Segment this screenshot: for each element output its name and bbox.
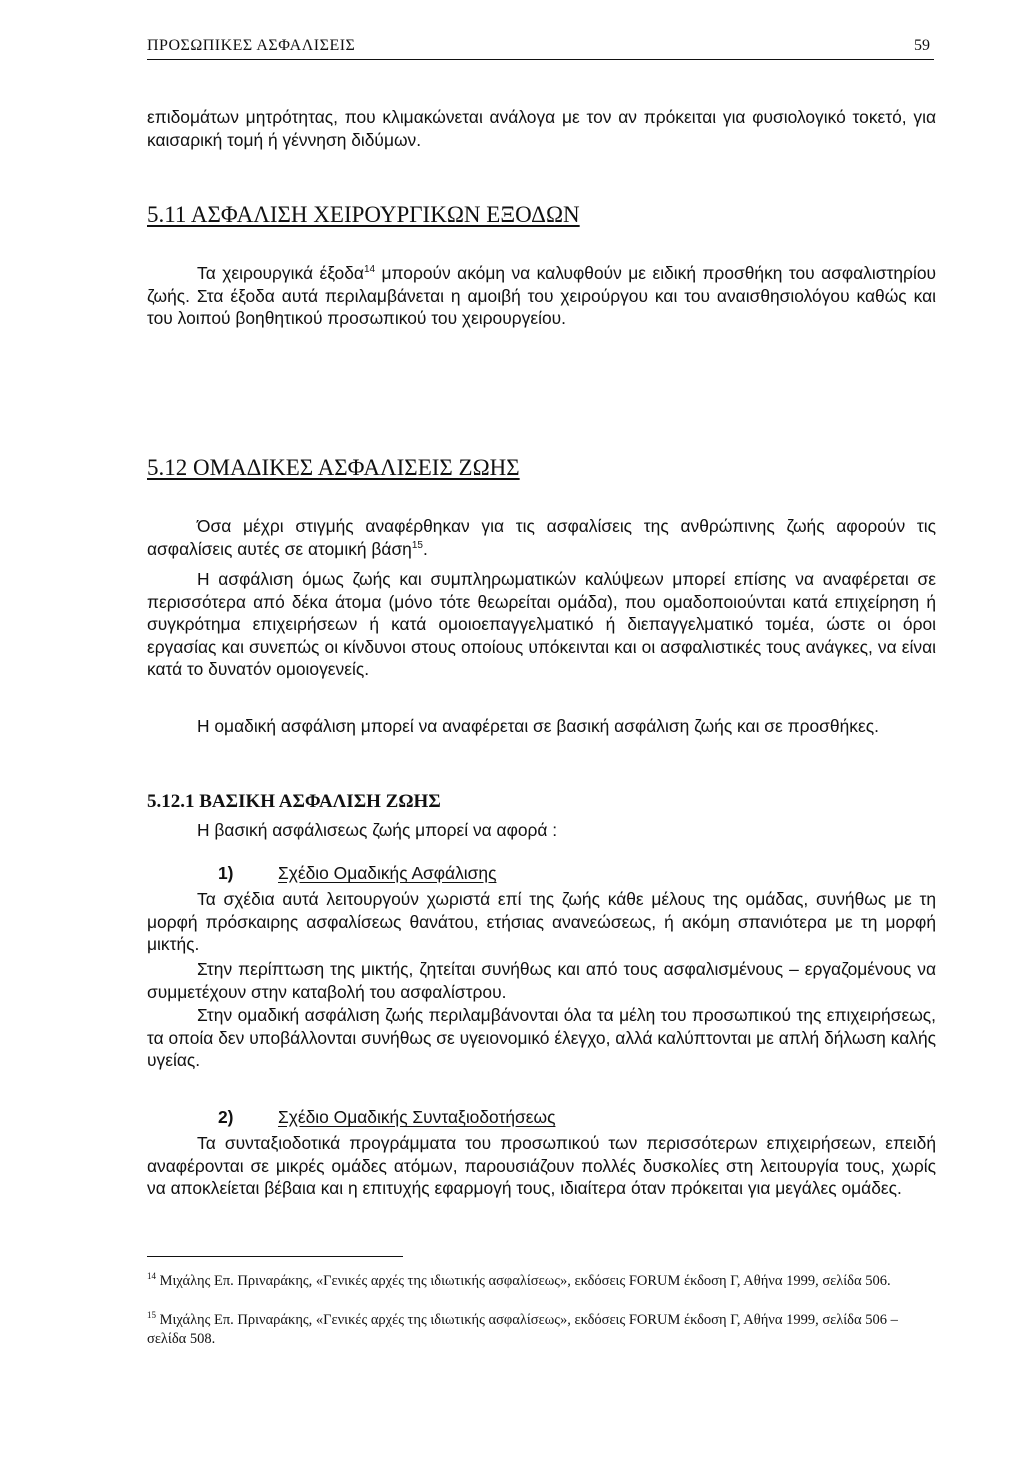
item-1-title-line xyxy=(218,863,496,884)
footnote-14 xyxy=(147,1272,936,1291)
footnote-ref-15: 15 xyxy=(411,539,423,551)
section-5-12-1-intro: Η βασική ασφάλισεως ζωής μπορεί να αφορά : xyxy=(197,820,558,840)
section-5-11-heading: 5.11 ΑΣΦΑΛΙΣΗ ΧΕΙΡΟΥΡΓΙΚΩΝ ΕΞΟΔΩΝ xyxy=(147,202,580,227)
section-5-12-paragraph-1 xyxy=(147,515,936,560)
header-title: ΠΡΟΣΩΠΙΚΕΣ ΑΣΦΑΛΙΣΕΙΣ xyxy=(147,37,356,54)
footnote-number: 15 xyxy=(147,1310,156,1320)
item-1-title: Σχέδιο Ομαδικής Ασφάλισης xyxy=(278,863,497,883)
section-5-12-paragraph-3: Η ομαδική ασφάλιση μπορεί να αναφέρεται σε βασική ασφάλιση ζωής και σε προσθήκες. xyxy=(197,716,879,736)
item-1-paragraph-2: Στην περίπτωση της μικτής, ζητείται συνήθως και από τους ασφαλισμένους – εργαζομένους να συμμετέχουν στην καταβολή του ασφαλίστρου. xyxy=(147,959,936,1002)
item-1-paragraph-3: Στην ομαδική ασφάλιση ζωής περιλαμβάνονται όλα τα μέλη του προσωπικού της επιχειρήσεως, τα οποία δεν υποβάλλονται συνήθως σε υγειονομικό έλεγχο, αλλά καλύπτονται με απλή δήλωση καλής υγείας. xyxy=(147,1005,936,1071)
item-2-title: Σχέδιο Ομαδικής Συνταξιοδοτήσεως xyxy=(278,1107,556,1127)
paragraph-text: . xyxy=(422,538,428,559)
paragraph-text: μπορούν ακόμη να καλυφθούν με ειδική προσθήκη του ασφαλιστηρίου ζωής. Στα έξοδα αυτά περιλαμβάνεται η αμοιβή του χειρούργου και του αναισθησιολόγου καθώς και του λοιπού βοηθητικού προσωπικού του χειρουργείου. xyxy=(147,263,937,329)
item-1-paragraph-1: Τα σχέδια αυτά λειτουργούν χωριστά επί της ζωής κάθε μέλους της ομάδας, συνήθως με τη μορφή πρόσκαιρης ασφαλίσεως θανάτου, ετήσιας ανανεώσεως, ή ακόμη σπανιότερα με τη μορφή μικτής. xyxy=(147,889,936,955)
footnote-number: 14 xyxy=(147,1271,156,1281)
item-2-paragraph-1: Τα συνταξιοδοτικά προγράμματα του προσωπικού των περισσότερων επιχειρήσεων, επειδή αναφέρονται σε μικρές ομάδες ατόμων, παρουσιάζουν πολλές δυσκολίες στη λειτουργία τους, χωρίς να αποκλείεται βέβαια και η επιτυχής εφαρμογή τους, ιδιαίτερα όταν πρόκειται για μεγάλες ομάδες. xyxy=(147,1133,936,1199)
paragraph-text: Τα χειρουργικά έξοδα xyxy=(197,263,364,283)
section-5-12-heading: 5.12 ΟΜΑΔΙΚΕΣ ΑΣΦΑΛΙΣΕΙΣ ΖΩΗΣ xyxy=(147,455,520,480)
running-header xyxy=(147,33,934,60)
section-5-11-paragraph xyxy=(147,262,936,330)
footnote-15 xyxy=(147,1311,936,1348)
paragraph-text: Όσα μέχρι στιγμής αναφέρθηκαν για τις ασφαλίσεις της ανθρώπινης ζωής αφορούν τις ασφαλίσεις αυτές σε ατομική βάση xyxy=(147,516,936,559)
item-1-number: 1) xyxy=(218,863,234,883)
footnote-text: Μιχάλης Επ. Πριναράκης, «Γενικές αρχές της ιδιωτικής ασφαλίσεως», εκδόσεις FORUM έκδοση Γ, Αθήνα 1999, σελίδα 506. xyxy=(156,1273,891,1289)
page-number: 59 xyxy=(914,37,930,54)
footnote-divider xyxy=(147,1256,403,1257)
item-2-title-line xyxy=(218,1107,555,1128)
intro-paragraph: επιδομάτων μητρότητας, που κλιμακώνεται ανάλογα με τον αν πρόκειται για φυσιολογικό τοκετό, για καισαρική τομή ή γέννηση διδύμων. xyxy=(147,107,936,150)
section-5-12-paragraph-2: Η ασφάλιση όμως ζωής και συμπληρωματικών καλύψεων μπορεί επίσης να αναφέρεται σε περισσότερα από δέκα άτομα (μόνο τότε θεωρείται ομάδα), που ομαδοποιούνται κατά επιχείρηση ή συγκρότημα επιχειρήσεων ή κατά ομοιοεπαγγελματικό ή διεπαγγελματικό τομέα, ώστε οι όροι εργασίας και συνεπώς οι κίνδυνοι στους οποίους υπόκεινται και οι ασφαλιστικές τους ανάγκες, να είναι κατά το δυνατόν ομοιογενείς. xyxy=(147,569,936,680)
item-2-number: 2) xyxy=(218,1107,234,1127)
footnote-text: Μιχάλης Επ. Πριναράκης, «Γενικές αρχές της ιδιωτικής ασφαλίσεως», εκδόσεις FORUM έκδοση Γ, Αθήνα 1999, σελίδα 506 – σελίδα 508. xyxy=(147,1312,898,1347)
section-5-12-1-heading: 5.12.1 ΒΑΣΙΚΗ ΑΣΦΑΛΙΣΗ ΖΩΗΣ xyxy=(147,791,441,812)
footnote-ref-14: 14 xyxy=(363,264,376,275)
